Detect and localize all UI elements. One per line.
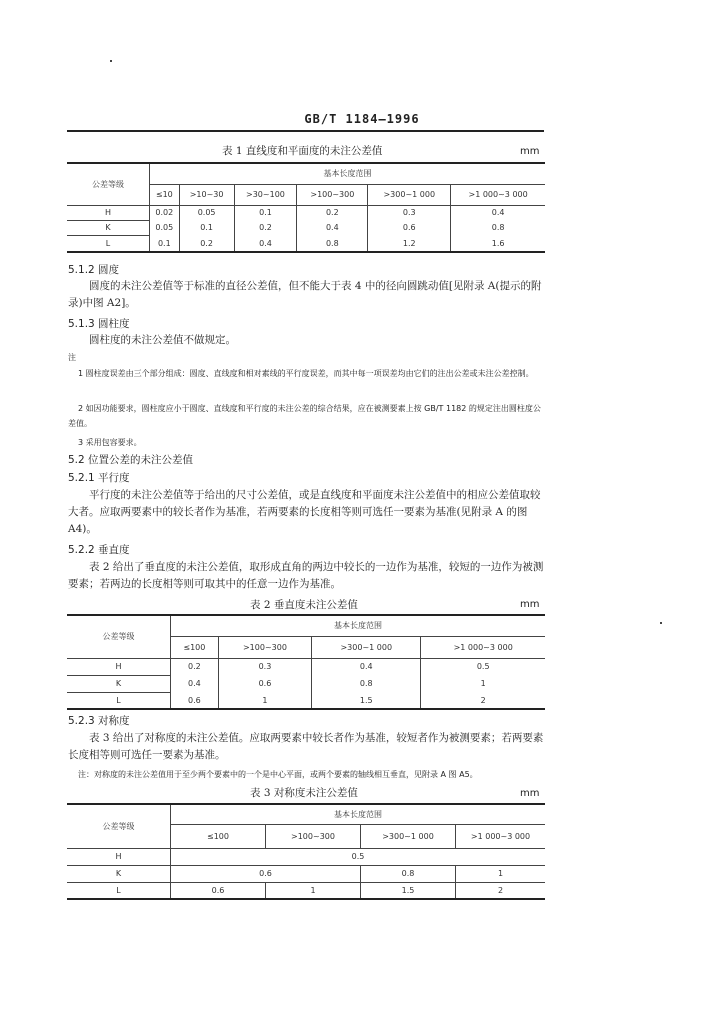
table1 <box>67 162 545 253</box>
table3-grade-header: 公差等级 <box>67 804 171 848</box>
table-row <box>67 865 545 882</box>
value-cell: 0.8 <box>361 865 456 882</box>
value-cell: 0.02 <box>150 205 180 220</box>
table2 <box>67 614 545 710</box>
value-cell: 0.2 <box>179 235 234 252</box>
section-5-1-2-heading: 5.1.2 圆度 <box>68 264 120 276</box>
value-cell: 2 <box>456 882 546 899</box>
value-cell: 0.05 <box>150 220 180 235</box>
grade-cell: K <box>67 865 171 882</box>
section-5-2-3-heading: 5.2.3 对称度 <box>68 715 130 727</box>
table1-col: >100~300 <box>297 184 368 205</box>
value-cell: 0.6 <box>171 865 361 882</box>
scan-speck <box>110 60 112 62</box>
table3-col: ≤100 <box>171 824 266 848</box>
table3-col: >100~300 <box>266 824 361 848</box>
table1-col: >300~1 000 <box>368 184 451 205</box>
table1-caption: 表 1 直线度和平面度的未注公差值 <box>222 145 383 157</box>
table1-range-header: 基本长度范围 <box>150 163 546 184</box>
section-5-2-2-heading: 5.2.2 垂直度 <box>68 544 130 556</box>
table-row <box>67 658 545 675</box>
value-cell: 0.8 <box>451 220 545 235</box>
table3-caption: 表 3 对称度未注公差值 <box>250 787 358 799</box>
value-cell: 1.6 <box>451 235 545 252</box>
value-cell: 0.1 <box>234 205 297 220</box>
value-cell: 2 <box>421 692 545 709</box>
scan-speck <box>660 622 662 624</box>
value-cell: 0.4 <box>451 205 545 220</box>
value-cell: 0.3 <box>368 205 451 220</box>
value-cell: 0.2 <box>297 205 368 220</box>
value-cell: 0.5 <box>421 658 545 675</box>
table-row <box>67 235 545 252</box>
note-2: 2 如因功能要求，圆柱度应小于圆度、直线度和平行度的未注公差的综合结果，应在被测要素上按 GB/T 1182 的规定注出圆柱度公差值。 <box>68 404 541 428</box>
value-cell: 0.1 <box>179 220 234 235</box>
table2-col: >1 000~3 000 <box>421 636 545 658</box>
table3-unit: mm <box>520 788 540 799</box>
section-5-1-3-heading: 5.1.3 圆柱度 <box>68 318 130 330</box>
table-row <box>67 882 545 899</box>
grade-cell: H <box>67 658 171 675</box>
header-rule <box>67 130 544 132</box>
section-5-1-2-text: 圆度的未注公差值等于标准的直径公差值，但不能大于表 4 中的径向圆跳动值[见附录 A(提示的附录)中图 A2]。 <box>68 280 542 309</box>
table3-col: >1 000~3 000 <box>456 824 546 848</box>
table2-unit: mm <box>520 599 540 610</box>
value-cell: 0.2 <box>171 658 219 675</box>
grade-cell: L <box>67 692 171 709</box>
value-cell: 0.2 <box>234 220 297 235</box>
grade-cell: K <box>67 220 150 235</box>
value-cell: 0.8 <box>312 675 421 692</box>
value-cell: 1.2 <box>368 235 451 252</box>
table3 <box>67 803 545 900</box>
grade-cell: H <box>67 848 171 865</box>
note-3: 3 采用包容要求。 <box>78 438 142 447</box>
table2-grade-header: 公差等级 <box>67 615 171 658</box>
table-row <box>67 675 545 692</box>
value-cell: 0.4 <box>312 658 421 675</box>
table1-col: >30~100 <box>234 184 297 205</box>
table1-col: ≤10 <box>150 184 180 205</box>
value-cell: 0.8 <box>297 235 368 252</box>
table3-col: >300~1 000 <box>361 824 456 848</box>
value-cell: 1.5 <box>312 692 421 709</box>
grade-cell: K <box>67 675 171 692</box>
table2-col: >300~1 000 <box>312 636 421 658</box>
table2-range-header: 基本长度范围 <box>171 615 546 636</box>
value-cell: 1 <box>456 865 546 882</box>
value-cell: 0.4 <box>171 675 219 692</box>
section-5-2-2-text: 表 2 给出了垂直度的未注公差值，取形成直角的两边中较长的一边作为基准，较短的一边作为被测要素；若两边的长度相等则可取其中的任意一边作为基准。 <box>68 561 544 590</box>
value-cell: 0.6 <box>218 675 311 692</box>
table-row <box>67 848 545 865</box>
value-cell: 0.6 <box>368 220 451 235</box>
table1-col: >1 000~3 000 <box>451 184 545 205</box>
note-1: 1 圆柱度误差由三个部分组成：圆度、直线度和相对素线的平行度误差，而其中每一项误差均由它们的注出公差或未注公差控制。 <box>78 369 534 378</box>
value-cell: 1 <box>218 692 311 709</box>
section-5-2-3-note: 注：对称度的未注公差值用于至少两个要素中的一个是中心平面，或两个要素的轴线相互垂直，见附录 A 图 A5。 <box>78 770 478 779</box>
table-row <box>67 205 545 220</box>
value-cell: 0.4 <box>234 235 297 252</box>
notes-label: 注 <box>68 353 76 362</box>
table1-unit: mm <box>520 146 540 157</box>
value-cell: 0.4 <box>297 220 368 235</box>
section-5-2-1-text: 平行度的未注公差值等于给出的尺寸公差值，或是直线度和平面度未注公差值中的相应公差值取较大者。应取两要素中的较长者作为基准，若两要素的长度相等则可选任一要素为基准(见附录 A 的图 A4)。 <box>68 489 541 535</box>
table2-col: ≤100 <box>171 636 219 658</box>
table2-caption: 表 2 垂直度未注公差值 <box>250 599 358 611</box>
value-cell: 0.05 <box>179 205 234 220</box>
table2-col: >100~300 <box>218 636 311 658</box>
value-cell: 1.5 <box>361 882 456 899</box>
value-cell: 0.6 <box>171 692 219 709</box>
table1-grade-header: 公差等级 <box>67 163 150 205</box>
value-cell: 1 <box>266 882 361 899</box>
value-cell: 0.6 <box>171 882 266 899</box>
standard-header: GB/T 1184—1996 <box>304 112 420 126</box>
grade-cell: L <box>67 882 171 899</box>
table-row <box>67 220 545 235</box>
grade-cell: H <box>67 205 150 220</box>
table-row <box>67 692 545 709</box>
value-cell: 0.1 <box>150 235 180 252</box>
section-5-1-3-text: 圆柱度的未注公差值不做规定。 <box>89 334 236 346</box>
section-5-2-heading: 5.2 位置公差的未注公差值 <box>68 454 194 466</box>
table1-col: >10~30 <box>179 184 234 205</box>
value-cell: 0.5 <box>171 848 546 865</box>
value-cell: 0.3 <box>218 658 311 675</box>
table3-range-header: 基本长度范围 <box>171 804 546 824</box>
section-5-2-1-heading: 5.2.1 平行度 <box>68 472 130 484</box>
grade-cell: L <box>67 235 150 252</box>
section-5-2-3-text: 表 3 给出了对称度的未注公差值。应取两要素中较长者作为基准，较短者作为被测要素；若两要素长度相等则可选任一要素为基准。 <box>68 732 544 761</box>
value-cell: 1 <box>421 675 545 692</box>
